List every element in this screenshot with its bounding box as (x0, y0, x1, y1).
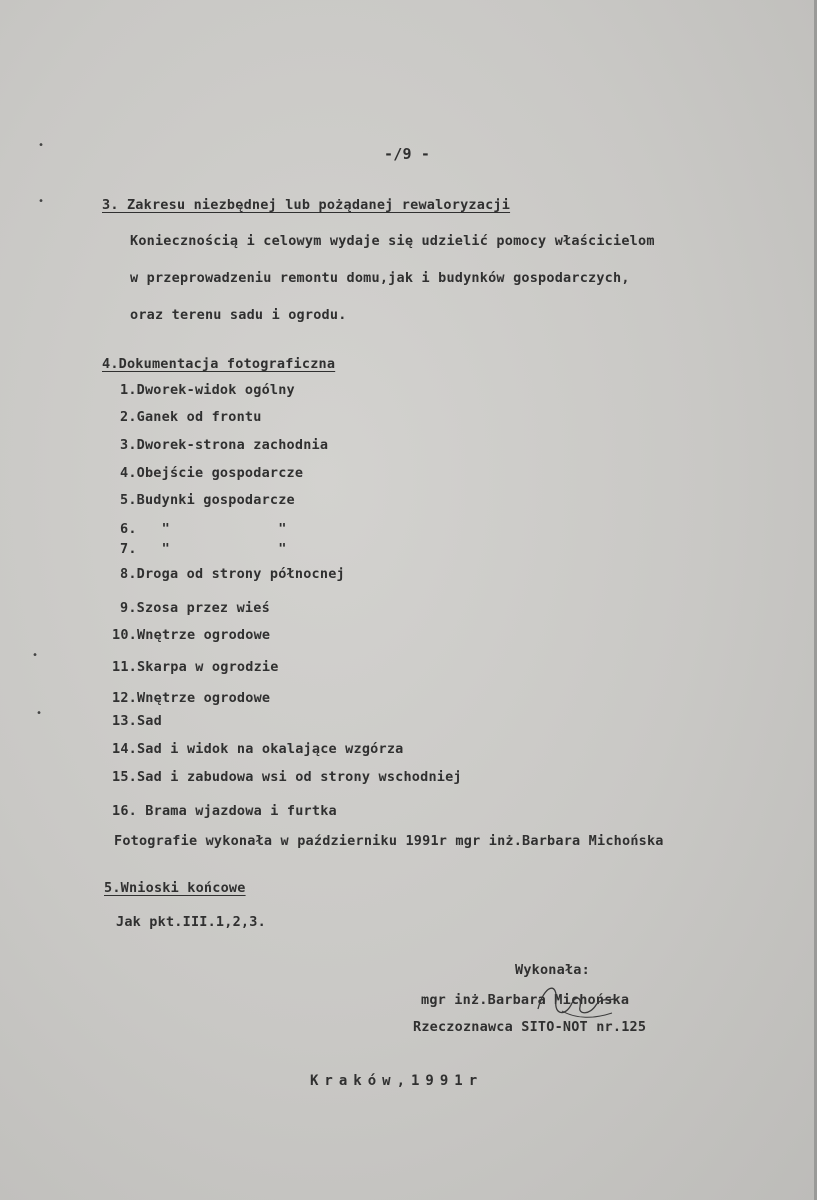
photo-list-item: 9.Szosa przez wieś (120, 600, 270, 616)
photo-list-item: 8.Droga od strony północnej (120, 566, 345, 582)
scan-speck: • (38, 140, 45, 151)
section-3-line: w przeprowadzeniu remontu domu,jak i budynków gospodarczych, (130, 270, 630, 286)
scan-speck: • (38, 196, 45, 207)
photo-list-item: 15.Sad i zabudowa wsi od strony wschodniej (112, 769, 462, 785)
photo-list-item: 11.Skarpa w ogrodzie (112, 659, 279, 675)
photo-list-item: 3.Dworek-strona zachodnia (120, 437, 329, 453)
section-3-line: Koniecznością i celowym wydaje się udzielić pomocy właścicielom (130, 233, 655, 249)
photo-list-item: 14.Sad i widok na okalające wzgórza (112, 741, 404, 757)
section-4-heading: 4.Dokumentacja fotograficzna (102, 356, 336, 372)
place-and-date: Kraków,1991r (310, 1073, 484, 1089)
photo-list-item: 1.Dworek-widok ogólny (120, 382, 295, 398)
section-5-text: Jak pkt.III.1,2,3. (116, 914, 266, 930)
photo-author-note: Fotografie wykonała w październiku 1991r mgr inż.Barbara Michońska (114, 833, 664, 849)
photo-list-item: 6. " " (120, 521, 287, 537)
signature-name: mgr inż.Barbara Michońska (421, 992, 630, 1008)
photo-list-item: 5.Budynki gospodarcze (120, 492, 295, 508)
signature-label: Wykonała: (515, 962, 590, 978)
page-number: -/9 - (384, 145, 431, 163)
section-5-heading: 5.Wnioski końcowe (104, 880, 246, 896)
scan-speck: • (36, 708, 43, 719)
section-3-heading: 3. Zakresu niezbędnej lub pożądanej rewaloryzacji (102, 197, 511, 213)
section-3-line: oraz terenu sadu i ogrodu. (130, 307, 347, 323)
photo-list-item: 2.Ganek od frontu (120, 409, 262, 425)
photo-list-item: 13.Sad (112, 713, 162, 729)
signature-role: Rzeczoznawca SITO-NOT nr.125 (413, 1019, 647, 1035)
photo-list-item: 4.Obejście gospodarcze (120, 465, 304, 481)
handwritten-signature (532, 975, 622, 1025)
scan-speck: • (32, 650, 39, 661)
photo-list-item: 7. " " (120, 541, 287, 557)
photo-list-item: 16. Brama wjazdowa i furtka (112, 803, 337, 819)
photo-list-item: 12.Wnętrze ogrodowe (112, 690, 271, 706)
photo-list-item: 10.Wnętrze ogrodowe (112, 627, 271, 643)
